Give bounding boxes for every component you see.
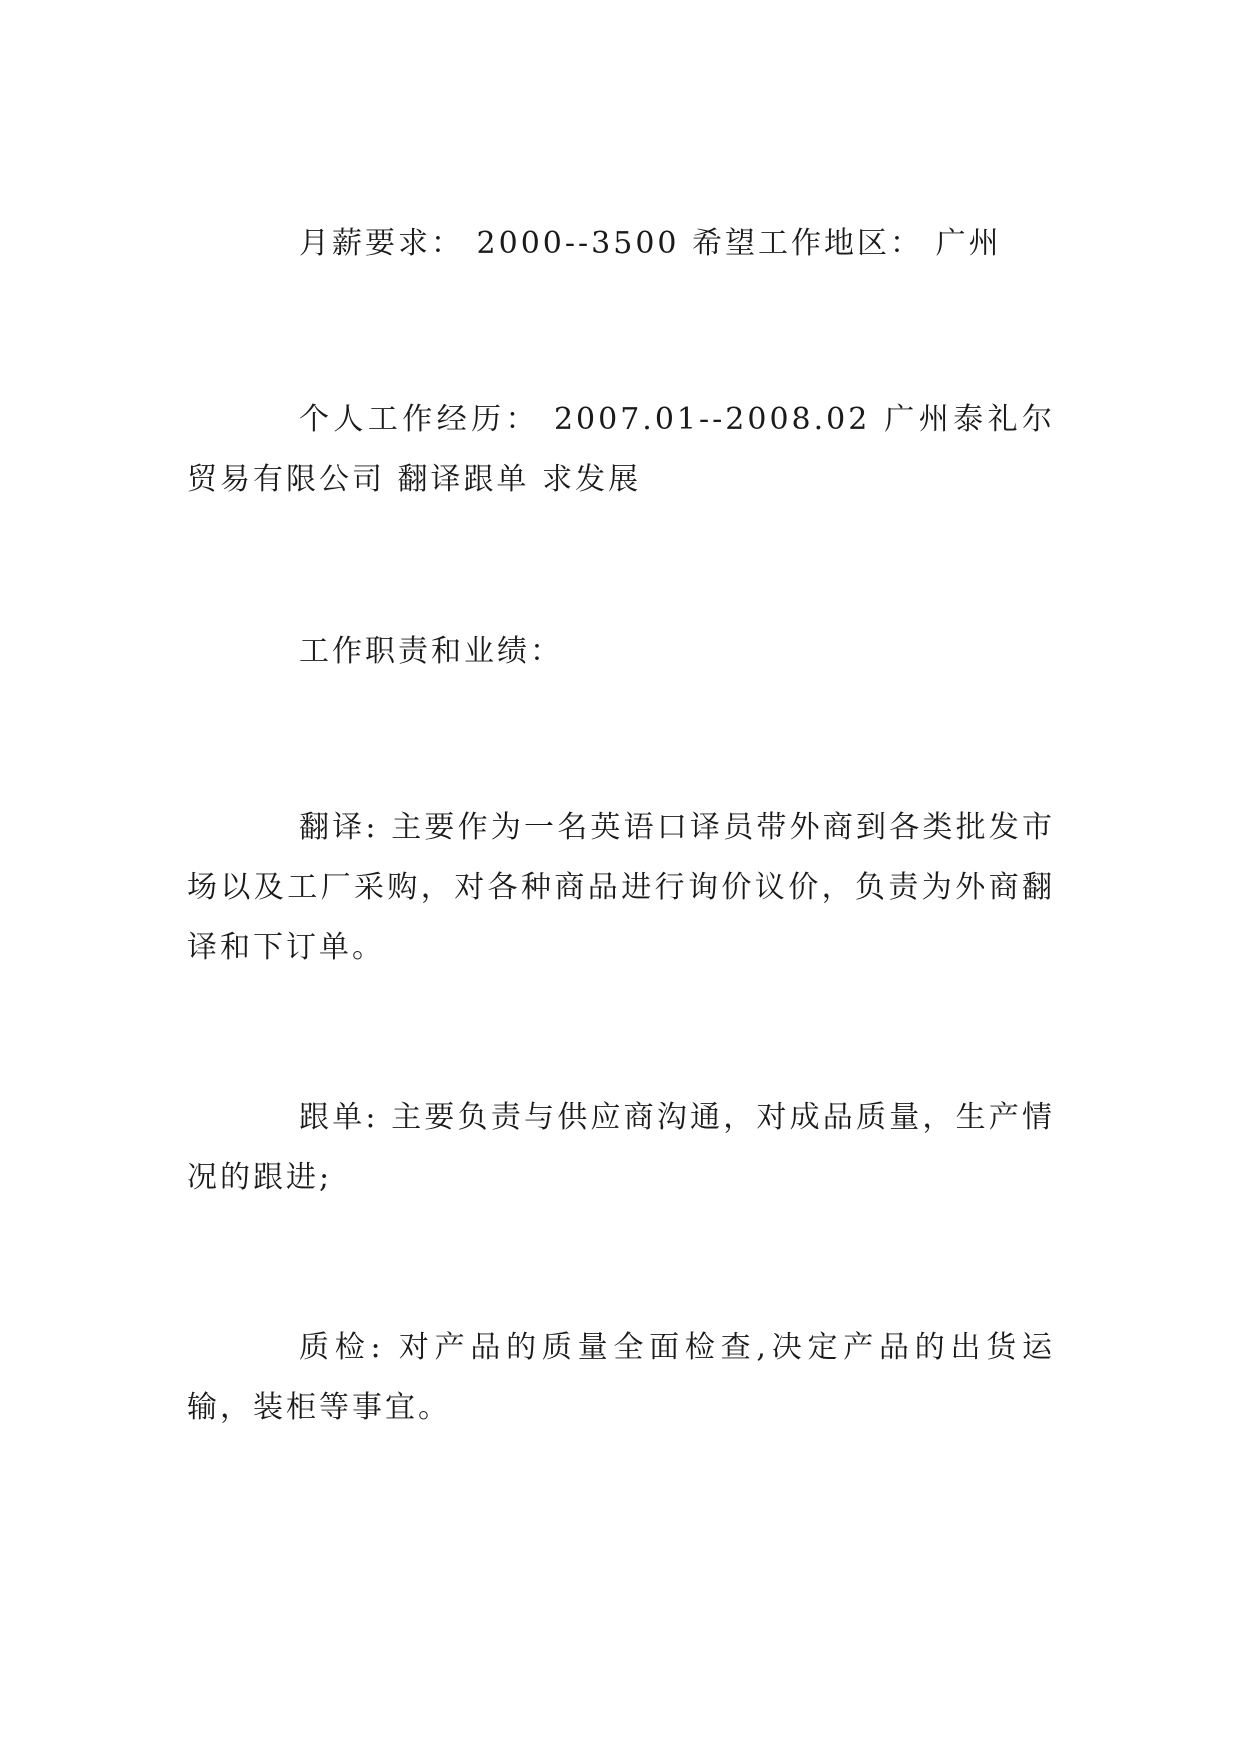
order-follow-up-paragraph: 跟单: 主要负责与供应商沟通，对成品质量，生产情况的跟进;	[187, 1100, 1055, 1195]
duties-heading-paragraph: 工作职责和业绩：	[299, 634, 563, 669]
translation-duty-paragraph: 翻译: 主要作为一名英语口译员带外商到各类批发市场以及工厂采购，对各种商品进行询价议价，负责为外商翻译和下订单。	[187, 810, 1055, 965]
quality-inspection-paragraph: 质检: 对产品的质量全面检查,决定产品的出货运输，装柜等事宜。	[187, 1330, 1055, 1425]
salary-and-location-paragraph: 月薪要求： 2000--3500 希望工作地区： 广州	[299, 226, 1002, 261]
work-history-paragraph: 个人工作经历： 2007.01--2008.02 广州泰礼尔贸易有限公司 翻译跟单 求发展	[187, 402, 1055, 497]
